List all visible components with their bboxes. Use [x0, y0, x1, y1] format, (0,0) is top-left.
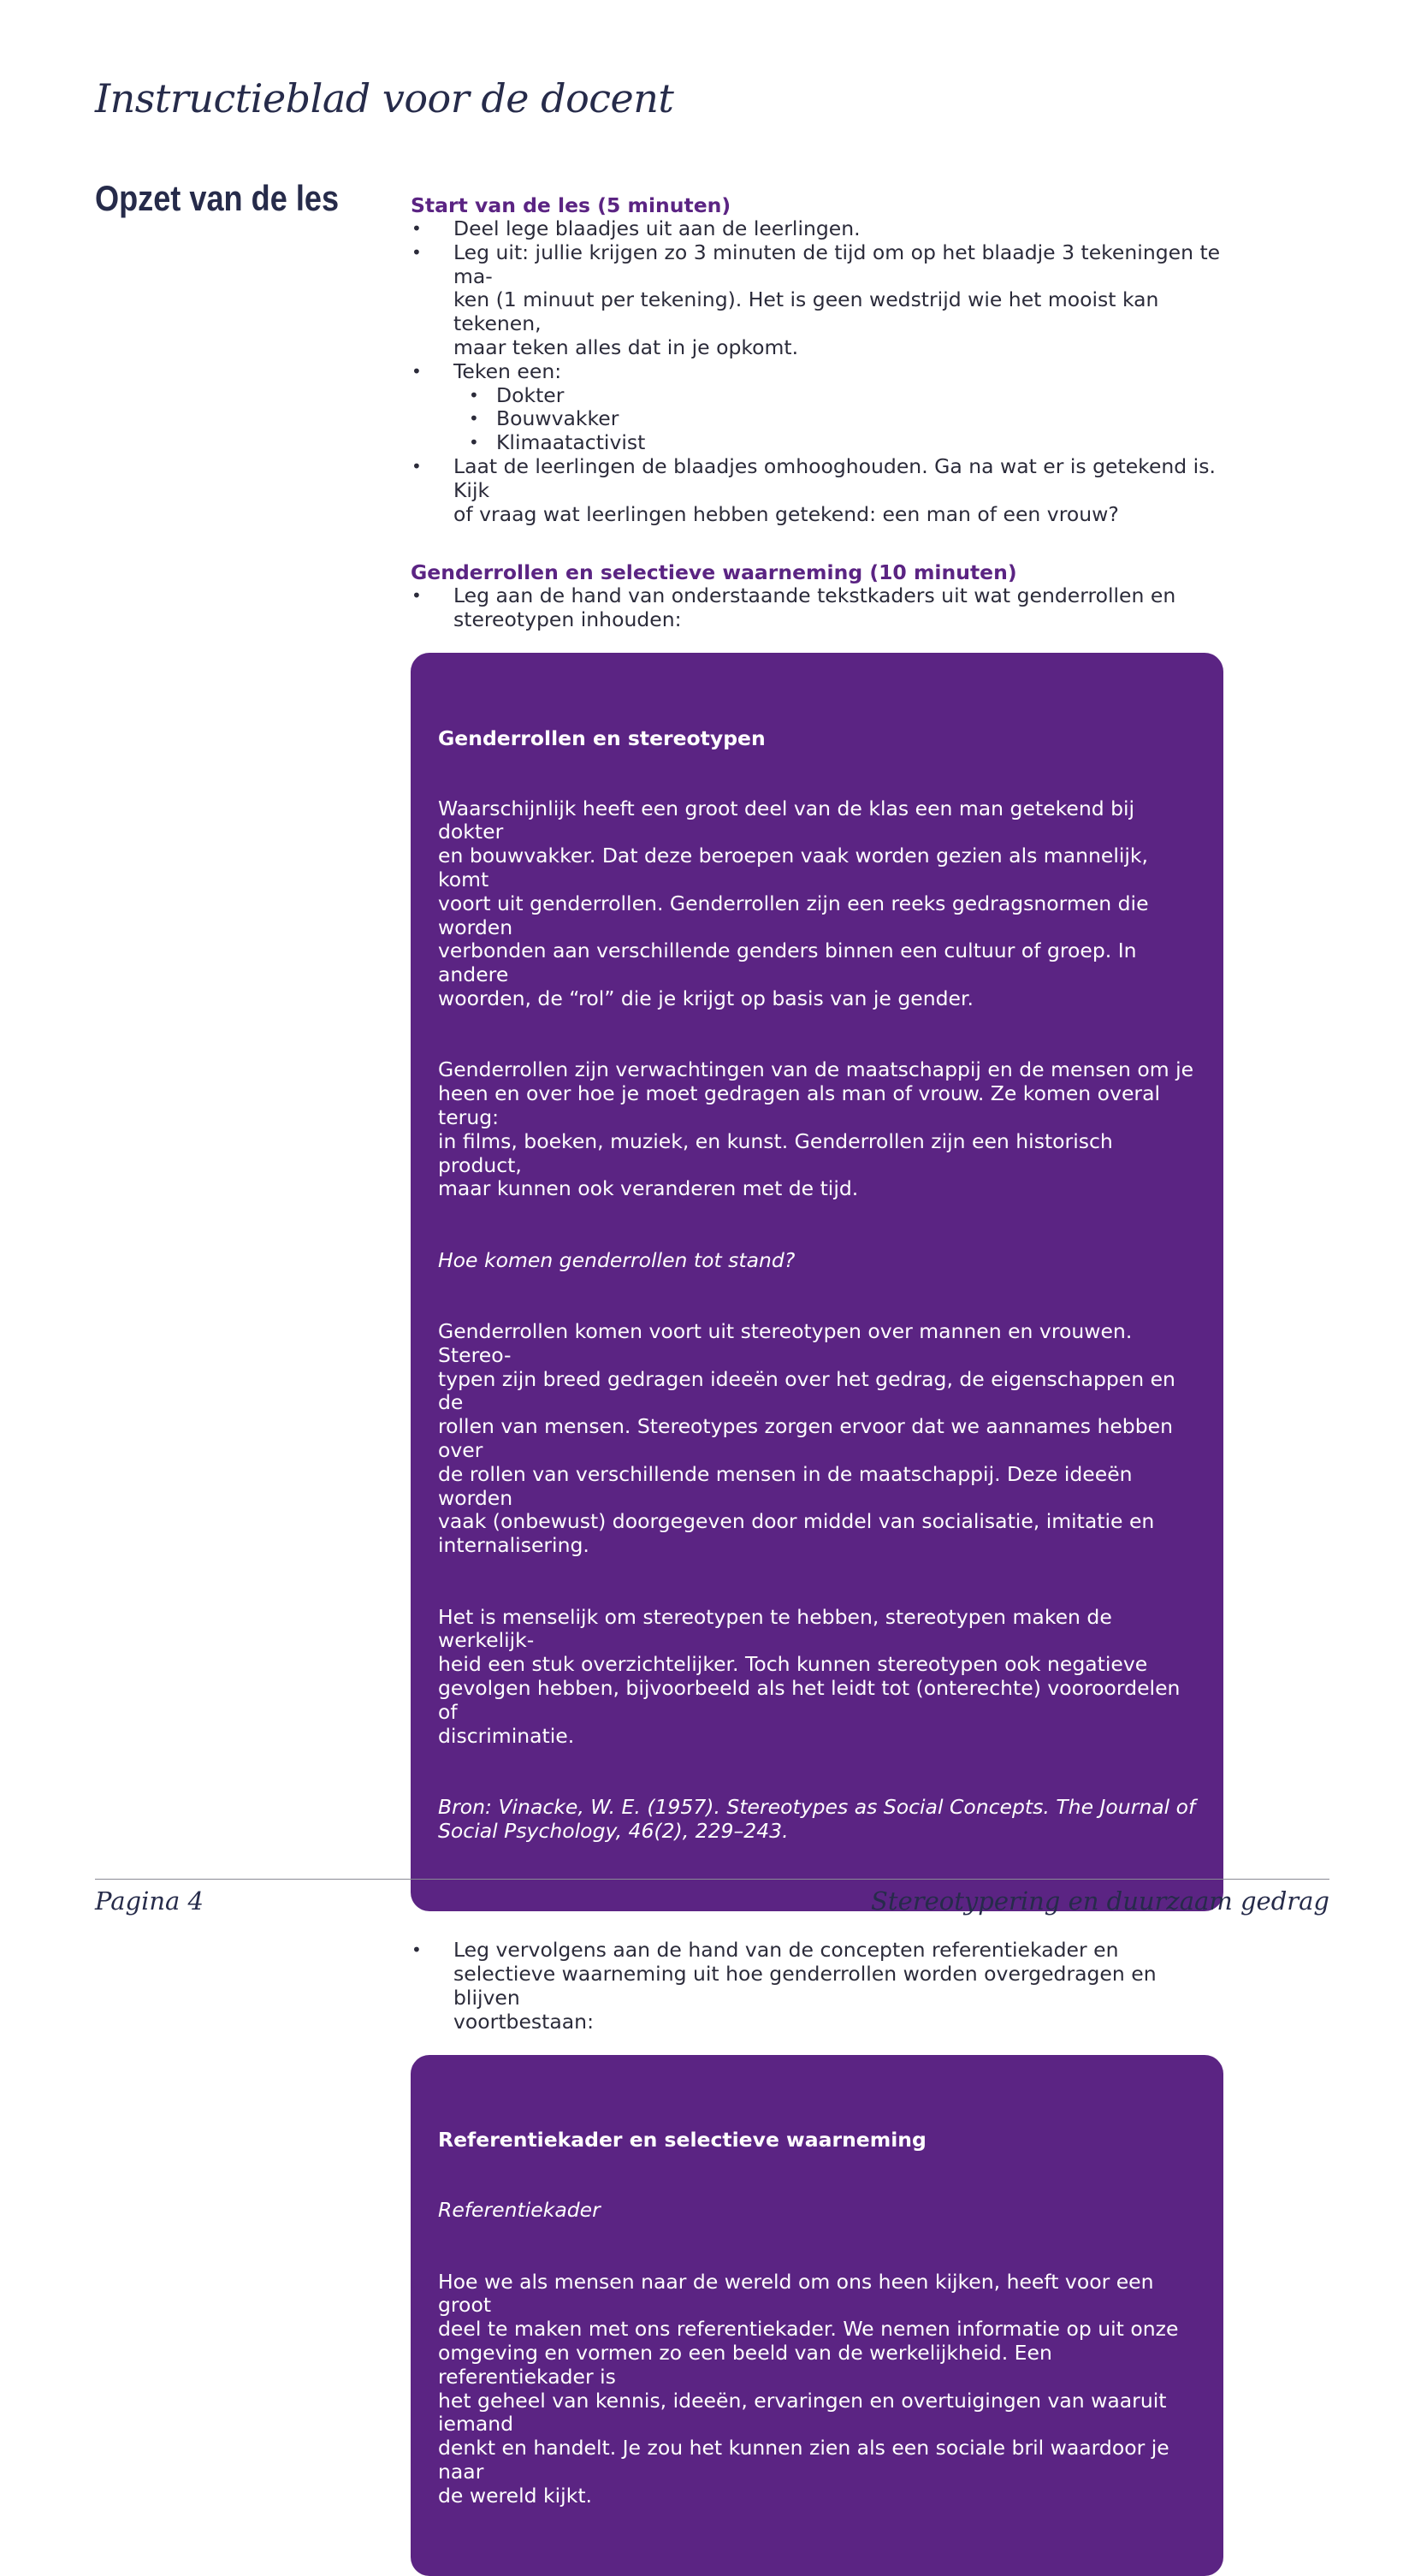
- start-heading: Start van de les (5 minuten): [411, 193, 731, 217]
- genderroles-textbox: [411, 653, 1223, 1911]
- textbox-title: Genderrollen en stereotypen: [438, 725, 766, 750]
- referentiekader-textbox: [411, 2055, 1223, 2576]
- list-item: • Leg uit: jullie krijgen zo 3 minuten de tijd om op het blaadje 3 tekeningen te ma- ken (1 minuut per tekening). Het is geen wedstrijd wie het mooist kan tekenen, maar teken alles dat in je opkomt.: [411, 241, 1223, 360]
- gender-heading: Genderrollen en selectieve waarneming (10 minuten): [411, 560, 1017, 585]
- page-number: Pagina 4: [95, 1886, 204, 1916]
- textbox-paragraph: Waarschijnlijk heeft een groot deel van de klas een man getekend bij dokter en bouwvakker. Dat deze beroepen vaak worden gezien als mannelijk, komt voort uit genderrollen. Genderrollen zijn een reeks gedragsnormen die worden verbonden aan verschillende genders binnen een cultuur of groep. In andere woorden, de “rol” die je krijgt op basis van je gender.: [438, 796, 1149, 1010]
- textbox-source: Bron: Vinacke, W. E. (1957). Stereotypes as Social Concepts. The Journal of Social Psychology, 46(2), 229–243.: [438, 1795, 1196, 1843]
- document-title: Instructieblad voor de docent: [95, 75, 674, 121]
- list-item: • Leg aan de hand van onderstaande tekstkaders uit wat genderrollen en stereotypen inhouden:: [411, 584, 1223, 632]
- sublist-item: • Klimaatactivist: [453, 431, 1223, 455]
- textbox-question: Hoe komen genderrollen tot stand?: [438, 1247, 796, 1272]
- concept-list: [411, 1939, 1223, 2034]
- textbox-paragraph: Genderrollen zijn verwachtingen van de maatschappij en de mensen om je heen en over hoe je moet gedragen als man of vrouw. Ze komen overal terug: in films, boeken, muziek, en kunst. Genderrollen zijn een historisch product, maar kunnen ook veranderen met de tijd.: [438, 1057, 1194, 1201]
- list-item: • Laat de leerlingen de blaadjes omhooghouden. Ga na wat er is getekend is. Kijk of vraag wat leerlingen hebben getekend: een man of een vrouw?: [411, 455, 1223, 526]
- list-item: • Teken een: • Dokter • Bouwvakker • Klimaatactivist: [411, 360, 1223, 455]
- footer-document-title: Stereotypering en duurzaam gedrag: [871, 1886, 1329, 1916]
- textbox-paragraph: Het is menselijk om stereotypen te hebben, stereotypen maken de werkelijk- heid een stuk overzichtelijker. Toch kunnen stereotypen ook negatieve gevolgen hebben, bijvoorbeeld als het leidt tot (onterechte) vooroordelen of discriminatie.: [438, 1604, 1181, 1748]
- footer-divider: [95, 1879, 1329, 1880]
- textbox-paragraph: Genderrollen komen voort uit stereotypen over mannen en vrouwen. Stereo- typen zijn breed gedragen ideeën over het gedrag, de eigenschappen en de rollen van mensen. Stereotypes zorgen ervoor dat we aannames hebben over de rollen van verschillende mensen in de maatschappij. Deze ideeën worden vaak (onbewust) doorgegeven door middel van socialisatie, imitatie en internalisering.: [438, 1319, 1175, 1558]
- textbox-title: Referentiekader en selectieve waarneming: [438, 2128, 927, 2153]
- lesson-content: [411, 193, 1223, 2576]
- sublist-item: • Dokter: [453, 384, 1223, 408]
- textbox-paragraph: Hoe we als mensen naar de wereld om ons heen kijken, heeft voor een groot deel te maken met ons referentiekader. We nemen informatie op uit onze omgeving en vormen zo een beeld van de werkelijkheid. Een referentiekader is het geheel van kennis, ideeën, ervaringen en overtuigingen van waaruit iemand denkt en handelt. Je zou het kunnen zien als een sociale bril waardoor je naar de wereld kijkt.: [438, 2269, 1179, 2508]
- list-item: • Leg vervolgens aan de hand van de concepten referentiekader en selectieve waarneming uit hoe genderrollen worden overgedragen en blijven voortbestaan:: [411, 1939, 1223, 2034]
- sublist-item: • Bouwvakker: [453, 407, 1223, 431]
- section-title: Opzet van de les: [95, 178, 340, 218]
- list-item: • Deel lege blaadjes uit aan de leerlingen.: [411, 217, 1223, 241]
- start-list: [411, 217, 1223, 526]
- gender-list: [411, 584, 1223, 632]
- textbox-subtitle: Referentiekader: [438, 2198, 601, 2223]
- drawing-sublist: [453, 384, 1223, 455]
